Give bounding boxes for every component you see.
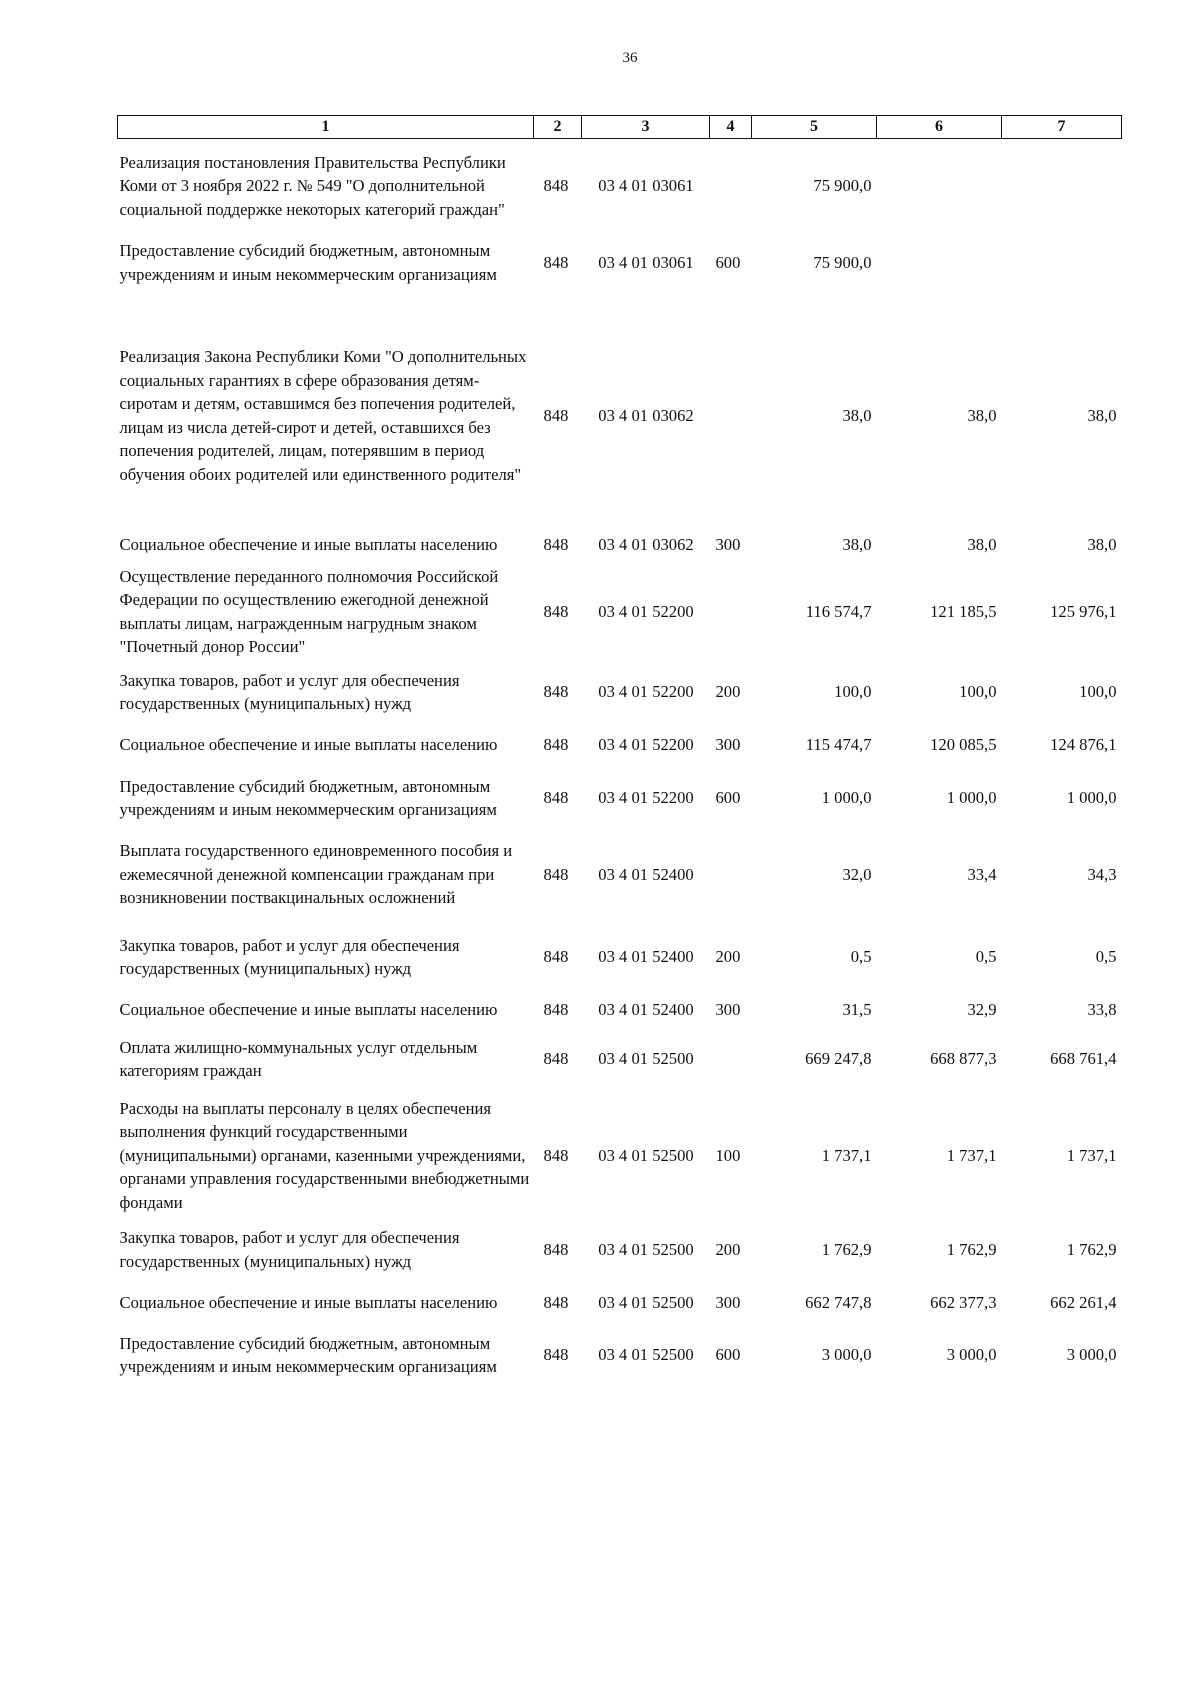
table-row [118, 826, 1122, 924]
expense-type-cell: 200 [715, 947, 741, 967]
target-article-cell: 03 4 01 52200 [598, 788, 694, 808]
budget-table [117, 115, 1122, 1382]
amount-year-1-cell: 75 900,0 [813, 252, 872, 272]
amount-year-2-cell [877, 139, 1002, 233]
amount-year-3-cell [1002, 233, 1122, 293]
amount-year-1-cell: 1 737,1 [821, 1145, 872, 1165]
admin-code-cell: 848 [543, 1345, 569, 1365]
target-article-cell: 03 4 01 52200 [598, 601, 694, 621]
amount-year-2-cell: 662 377,3 [930, 1292, 997, 1312]
amount-year-3-cell: 124 876,1 [1050, 735, 1117, 755]
column-header-4: 4 [710, 116, 752, 139]
amount-year-2-cell: 1 000,0 [946, 788, 997, 808]
amount-year-3-cell: 100,0 [1079, 682, 1117, 702]
row-name-cell: Расходы на выплаты персоналу в целях обеспечения выполнения функций государственными (муниципальными) органами, казенными учреждениями, органами управления государственными внебюджетными фондами [119, 1098, 530, 1212]
amount-year-1-cell: 669 247,8 [805, 1049, 872, 1069]
expense-type-cell: 300 [715, 1292, 741, 1312]
amount-year-2-cell: 100,0 [959, 682, 997, 702]
amount-year-3-cell: 0,5 [1095, 947, 1117, 967]
row-name-cell: Закупка товаров, работ и услуг для обеспечения государственных (муниципальных) нужд [119, 1228, 460, 1271]
table-row [118, 661, 1122, 716]
table-row [118, 519, 1122, 563]
amount-year-3-cell: 38,0 [1087, 405, 1117, 425]
table-row [118, 1273, 1122, 1328]
expense-type-cell [710, 293, 752, 519]
amount-year-2-cell: 1 762,9 [946, 1239, 997, 1259]
target-article-cell: 03 4 01 52500 [598, 1049, 694, 1069]
row-name-cell: Предоставление субсидий бюджетным, автономным учреждениям и иным некоммерческим организациям [119, 241, 497, 284]
amount-year-1-cell: 1 000,0 [821, 788, 872, 808]
target-article-cell: 03 4 01 52500 [598, 1239, 694, 1259]
amount-year-1-cell: 32,0 [842, 864, 872, 884]
row-name-cell: Реализация постановления Правительства Республики Коми от 3 ноября 2022 г. № 549 "О дополнительной социальной поддержке некоторых категорий граждан" [119, 152, 506, 219]
amount-year-1-cell: 31,5 [842, 1000, 872, 1020]
table-row [118, 1214, 1122, 1273]
table-row [118, 293, 1122, 519]
amount-year-1-cell: 662 747,8 [805, 1292, 872, 1312]
amount-year-3-cell: 3 000,0 [1066, 1345, 1117, 1365]
target-article-cell: 03 4 01 52500 [598, 1345, 694, 1365]
target-article-cell: 03 4 01 03061 [598, 252, 694, 272]
column-header-3: 3 [582, 116, 710, 139]
column-header-1: 1 [118, 116, 534, 139]
amount-year-1-cell: 0,5 [850, 947, 872, 967]
amount-year-3-cell: 34,3 [1087, 864, 1117, 884]
row-name-cell: Закупка товаров, работ и услуг для обеспечения государственных (муниципальных) нужд [119, 670, 460, 713]
amount-year-1-cell: 116 574,7 [805, 601, 872, 621]
amount-year-3-cell: 662 261,4 [1050, 1292, 1117, 1312]
row-name-cell: Закупка товаров, работ и услуг для обеспечения государственных (муниципальных) нужд [119, 935, 460, 978]
amount-year-1-cell: 38,0 [842, 534, 872, 554]
amount-year-3-cell: 38,0 [1087, 534, 1117, 554]
admin-code-cell: 848 [543, 252, 569, 272]
target-article-cell: 03 4 01 52200 [598, 735, 694, 755]
row-name-cell: Социальное обеспечение и иные выплаты населению [119, 1292, 498, 1312]
row-name-cell: Социальное обеспечение и иные выплаты населению [119, 735, 498, 755]
amount-year-2-cell: 668 877,3 [930, 1049, 997, 1069]
admin-code-cell: 848 [543, 947, 569, 967]
table-row [118, 981, 1122, 1036]
admin-code-cell: 848 [543, 1000, 569, 1020]
amount-year-2-cell: 3 000,0 [946, 1345, 997, 1365]
expense-type-cell: 300 [715, 1000, 741, 1020]
amount-year-2-cell: 121 185,5 [930, 601, 997, 621]
expense-type-cell: 100 [715, 1145, 741, 1165]
row-name-cell: Оплата жилищно-коммунальных услуг отдельным категориям граждан [119, 1037, 478, 1080]
expense-type-cell: 600 [715, 1345, 741, 1365]
amount-year-3-cell: 1 000,0 [1066, 788, 1117, 808]
row-name-cell: Социальное обеспечение и иные выплаты населению [119, 534, 498, 554]
expense-type-cell [710, 1036, 752, 1083]
amount-year-1-cell: 3 000,0 [821, 1345, 872, 1365]
amount-year-1-cell: 100,0 [834, 682, 872, 702]
row-name-cell: Выплата государственного единовременного пособия и ежемесячной денежной компенсации гражданам при возникновении поствакцинальных осложнений [119, 841, 513, 908]
amount-year-2-cell: 38,0 [967, 534, 997, 554]
admin-code-cell: 848 [543, 864, 569, 884]
table-row [118, 1328, 1122, 1382]
target-article-cell: 03 4 01 52500 [598, 1145, 694, 1165]
table-row [118, 1083, 1122, 1215]
amount-year-2-cell: 38,0 [967, 405, 997, 425]
amount-year-2-cell: 1 737,1 [946, 1145, 997, 1165]
table-header-row [118, 116, 1122, 139]
admin-code-cell: 848 [543, 682, 569, 702]
expense-type-cell: 200 [715, 682, 741, 702]
amount-year-2-cell: 32,9 [967, 1000, 997, 1020]
admin-code-cell: 848 [543, 1049, 569, 1069]
amount-year-1-cell: 75 900,0 [813, 176, 872, 195]
admin-code-cell: 848 [543, 1292, 569, 1312]
amount-year-1-cell: 38,0 [842, 405, 872, 425]
table-row [118, 771, 1122, 826]
admin-code-cell: 848 [543, 601, 569, 621]
target-article-cell: 03 4 01 52500 [598, 1292, 694, 1312]
amount-year-3-cell: 668 761,4 [1050, 1049, 1117, 1069]
admin-code-cell: 848 [543, 788, 569, 808]
target-article-cell: 03 4 01 03062 [598, 405, 694, 425]
column-header-2: 2 [534, 116, 582, 139]
target-article-cell: 03 4 01 52400 [598, 947, 694, 967]
amount-year-2-cell [877, 233, 1002, 293]
row-name-cell: Социальное обеспечение и иные выплаты населению [119, 1000, 498, 1020]
page-number: 36 [622, 50, 638, 66]
table-row [118, 563, 1122, 661]
expense-type-cell: 600 [715, 788, 741, 808]
admin-code-cell: 848 [543, 534, 569, 554]
target-article-cell: 03 4 01 03061 [598, 176, 694, 195]
amount-year-2-cell: 33,4 [967, 864, 997, 884]
amount-year-3-cell: 1 762,9 [1066, 1239, 1117, 1259]
admin-code-cell: 848 [543, 176, 569, 195]
amount-year-3-cell: 125 976,1 [1050, 601, 1117, 621]
expense-type-cell [710, 563, 752, 661]
expense-type-cell [710, 826, 752, 924]
amount-year-2-cell: 120 085,5 [930, 735, 997, 755]
amount-year-3-cell: 1 737,1 [1066, 1145, 1117, 1165]
table-row [118, 924, 1122, 981]
row-name-cell: Предоставление субсидий бюджетным, автономным учреждениям и иным некоммерческим организациям [119, 1333, 497, 1376]
table-row [118, 1036, 1122, 1083]
column-header-5: 5 [752, 116, 877, 139]
table-row [118, 716, 1122, 771]
target-article-cell: 03 4 01 52400 [598, 1000, 694, 1020]
admin-code-cell: 848 [543, 1145, 569, 1165]
table-row [118, 139, 1122, 233]
amount-year-1-cell: 1 762,9 [821, 1239, 872, 1259]
admin-code-cell: 848 [543, 1239, 569, 1259]
amount-year-3-cell: 33,8 [1087, 1000, 1117, 1020]
amount-year-1-cell: 115 474,7 [805, 735, 872, 755]
target-article-cell: 03 4 01 52200 [598, 682, 694, 702]
expense-type-cell: 200 [715, 1239, 741, 1259]
row-name-cell: Реализация Закона Республики Коми "О дополнительных социальных гарантиях в сфере образования детям-сиротам и детям, оставшимся без попечения родителей, лицам из числа детей-сирот и детей, оставшихся без попечения родителей, лицам, потерявшим в период обучения обоих родителей или единственного родителя" [119, 347, 527, 484]
expense-type-cell: 300 [715, 735, 741, 755]
table-row [118, 233, 1122, 293]
expense-type-cell [710, 139, 752, 233]
admin-code-cell: 848 [543, 735, 569, 755]
target-article-cell: 03 4 01 03062 [598, 534, 694, 554]
target-article-cell: 03 4 01 52400 [598, 864, 694, 884]
row-name-cell: Осуществление переданного полномочия Российской Федерации по осуществлению ежегодной денежной выплаты лицам, награжденным нагрудным знаком "Почетный донор России" [119, 566, 499, 656]
column-header-6: 6 [877, 116, 1002, 139]
amount-year-2-cell: 0,5 [975, 947, 997, 967]
expense-type-cell: 300 [715, 534, 741, 554]
row-name-cell: Предоставление субсидий бюджетным, автономным учреждениям и иным некоммерческим организациям [119, 776, 497, 819]
expense-type-cell: 600 [715, 252, 741, 272]
column-header-7: 7 [1002, 116, 1122, 139]
amount-year-3-cell [1002, 139, 1122, 233]
admin-code-cell: 848 [543, 405, 569, 425]
